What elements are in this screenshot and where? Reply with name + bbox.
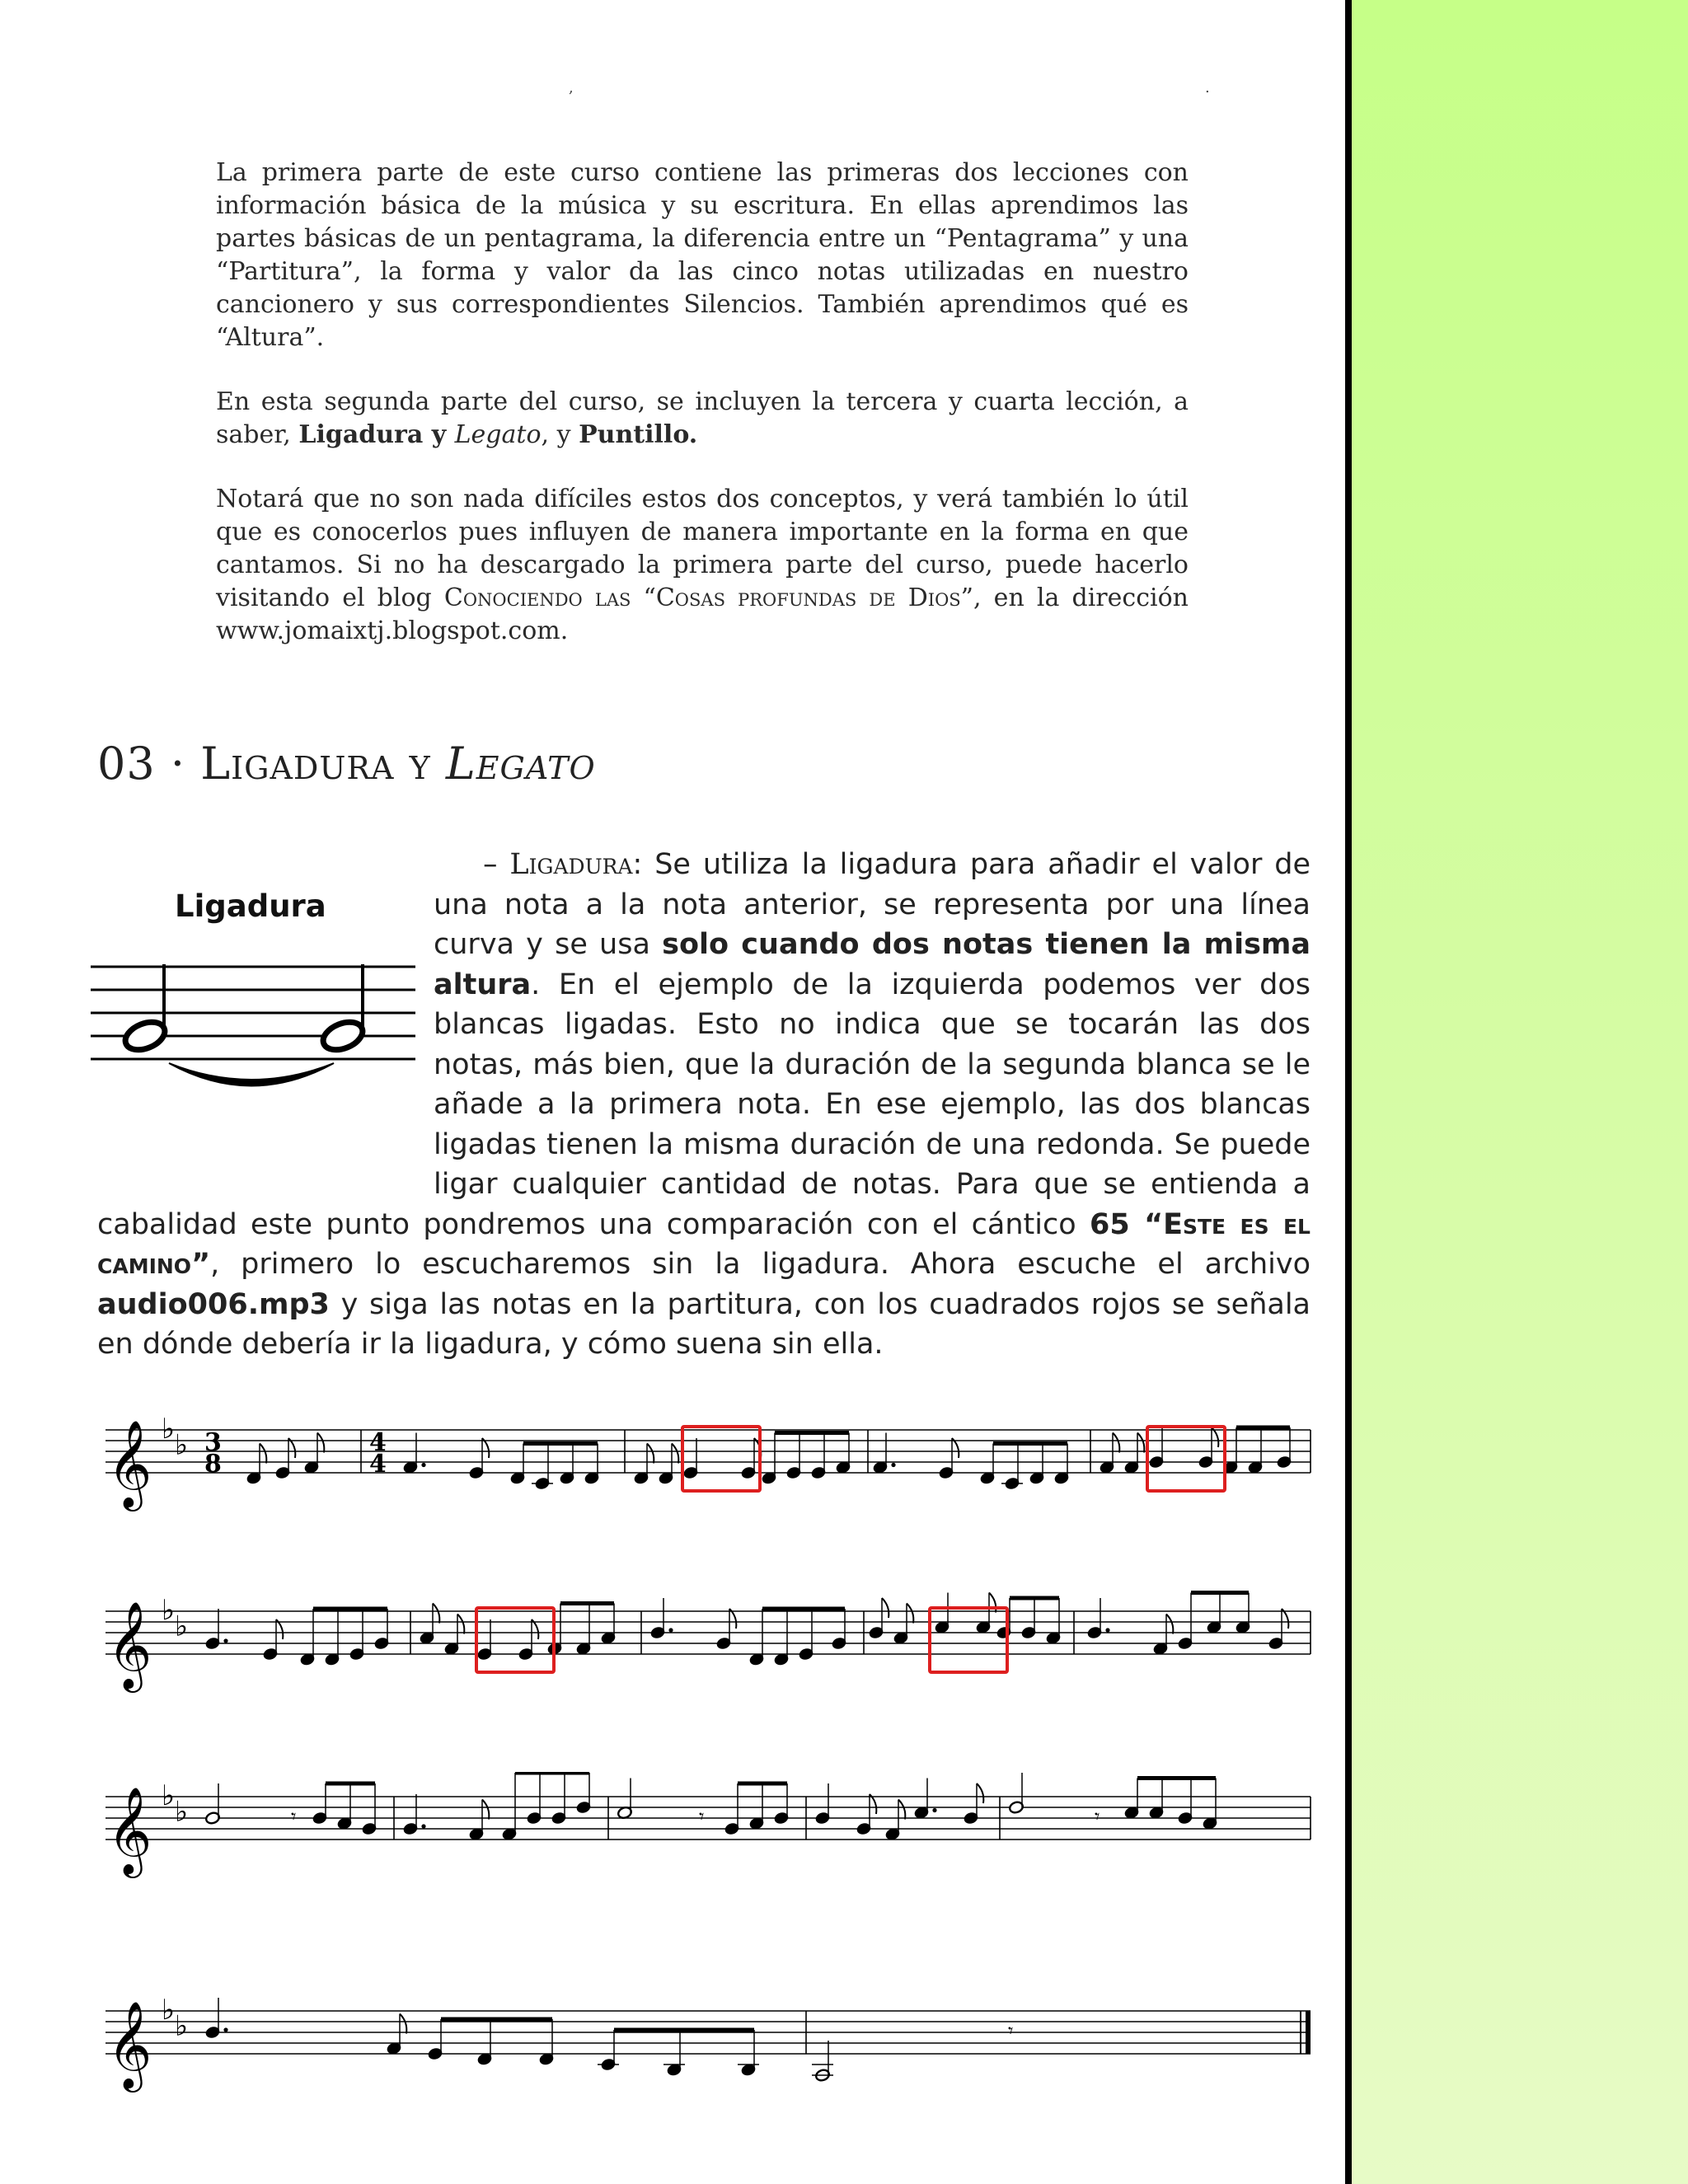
score-system-3 [97,1772,1317,1887]
sidebar-border [1345,0,1352,2184]
flat-sign: ♭ [175,1428,189,1462]
note-dot [421,1463,425,1467]
note-dot [223,2027,227,2032]
time-signature-top: 4 [369,1428,387,1457]
header-mark: . [1205,79,1210,96]
treble-clef: 𝄞 [107,1786,152,1874]
eighth-rest: 𝄾 [1095,1805,1100,1828]
note-flag [482,1800,489,1820]
intro-text [216,157,1189,679]
note-flag [882,1598,889,1618]
flat-sign: ♭ [175,1795,189,1829]
header-mark: , [569,79,574,96]
eighth-rest: 𝄾 [699,1805,705,1828]
flat-sign: ♭ [175,2009,189,2043]
note-dot [421,1824,425,1828]
score-system-2 [97,1586,1317,1702]
intro-paragraph-1: La primera parte de este curso contiene las primeras dos lecciones con información básica de la música y su escritura. En ellas aprendimos las partes básicas de un pentagrama, la diferencia entre un “Pentagrama” y una “Partitura”, la forma y valor da las cinco notas utilizadas en nuestro cancionero y sus correspondientes Silencios. También aprendimos qué es “Altura”. [216,158,1189,352]
flat-sign: ♭ [162,1994,176,2027]
treble-clef: 𝄞 [107,1419,152,1507]
note-dot [668,1628,673,1632]
intro-paragraph-2: En esta segunda parte del curso, se incluyen la tercera y cuarta lección, a saber, Ligadura y Legato, y Puntillo. [216,387,1189,449]
figure-title: Ligadura [175,888,326,924]
note-flag [260,1444,266,1464]
treble-clef: 𝄞 [107,2000,152,2088]
note-dot [1105,1628,1109,1632]
tie-highlight-box [930,1608,1007,1672]
note-flag [433,1604,439,1624]
note-flag [400,2014,406,2034]
note-dot [891,1463,895,1467]
flat-sign: ♭ [162,1594,176,1627]
score-system-4 [97,1986,1317,2102]
note-dot [223,1638,227,1643]
blog-name: Conociendo las “Cosas profundas de Dios” [443,583,974,612]
time-signature-bottom: 8 [204,1450,222,1479]
note-flag [907,1604,913,1624]
tie-highlight-box [476,1608,554,1672]
tie-highlight-box [682,1427,760,1491]
note-flag [1113,1433,1119,1453]
note-flag [1137,1433,1144,1453]
time-signature-bottom: 4 [369,1450,387,1479]
intro-paragraph-3: Notará que no son nada difíciles estos dos conceptos, y verá también lo útil que es conocerlos pues influyen de manera importante en la forma en que cantamos. Si no ha descargado la primera parte del curso, puede hacerlo visitando el blog Conociendo las “Cosas profundas de Dios”, en la dirección www.jomaixtj.blogspot.com. [216,485,1189,645]
note-flag [317,1433,324,1453]
ligadura-explanation: – Ligadura: Se utiliza la ligadura para añadir el valor de una nota a la nota anterior, se representa por una línea curva y se usa solo cuando dos notas tienen la misma altura. En el ejemplo de la izquierda podemos ver dos blancas ligadas. Esto no indica que se tocarán las dos notas, más bien, que la duración de la segunda blanca se le añade a la primera nota. En ese ejemplo, las dos blancas ligadas tienen la misma duración de una redonda. Se puede ligar cualquier cantidad de notas. Para que se entienda a cabalidad este punto pondremos una comparación con el cántico 65 “Este es el camino”, primero lo escucharemos sin la ligadura. Ahora escuche el archivo audio006.mp3 y siga las notas en la partitura, con los cuadrados rojos se señala en dónde debería ir la ligadura, y cómo suena sin ella. [97,848,1311,1361]
note-flag [898,1800,905,1820]
note-flag [672,1444,678,1464]
flat-sign: ♭ [175,1610,189,1643]
flat-sign: ♭ [162,1413,176,1446]
score-system-1 [97,1405,1317,1521]
note-flag [647,1444,654,1464]
time-signature-top: 3 [204,1428,222,1457]
final-barline [1306,2011,1311,2054]
eighth-rest: 𝄾 [1008,2019,1014,2042]
note-flag [1166,1615,1173,1634]
flat-sign: ♭ [162,1779,176,1812]
note-dot [932,1808,936,1812]
treble-clef: 𝄞 [107,1601,152,1689]
ligadura-label: Ligadura [509,848,633,881]
eighth-rest: 𝄾 [291,1805,297,1828]
decorative-sidebar [1350,0,1688,2184]
section-title: 03 · Ligadura y Legato [97,738,596,790]
note-flag [977,1783,983,1803]
note-flag [457,1615,464,1634]
